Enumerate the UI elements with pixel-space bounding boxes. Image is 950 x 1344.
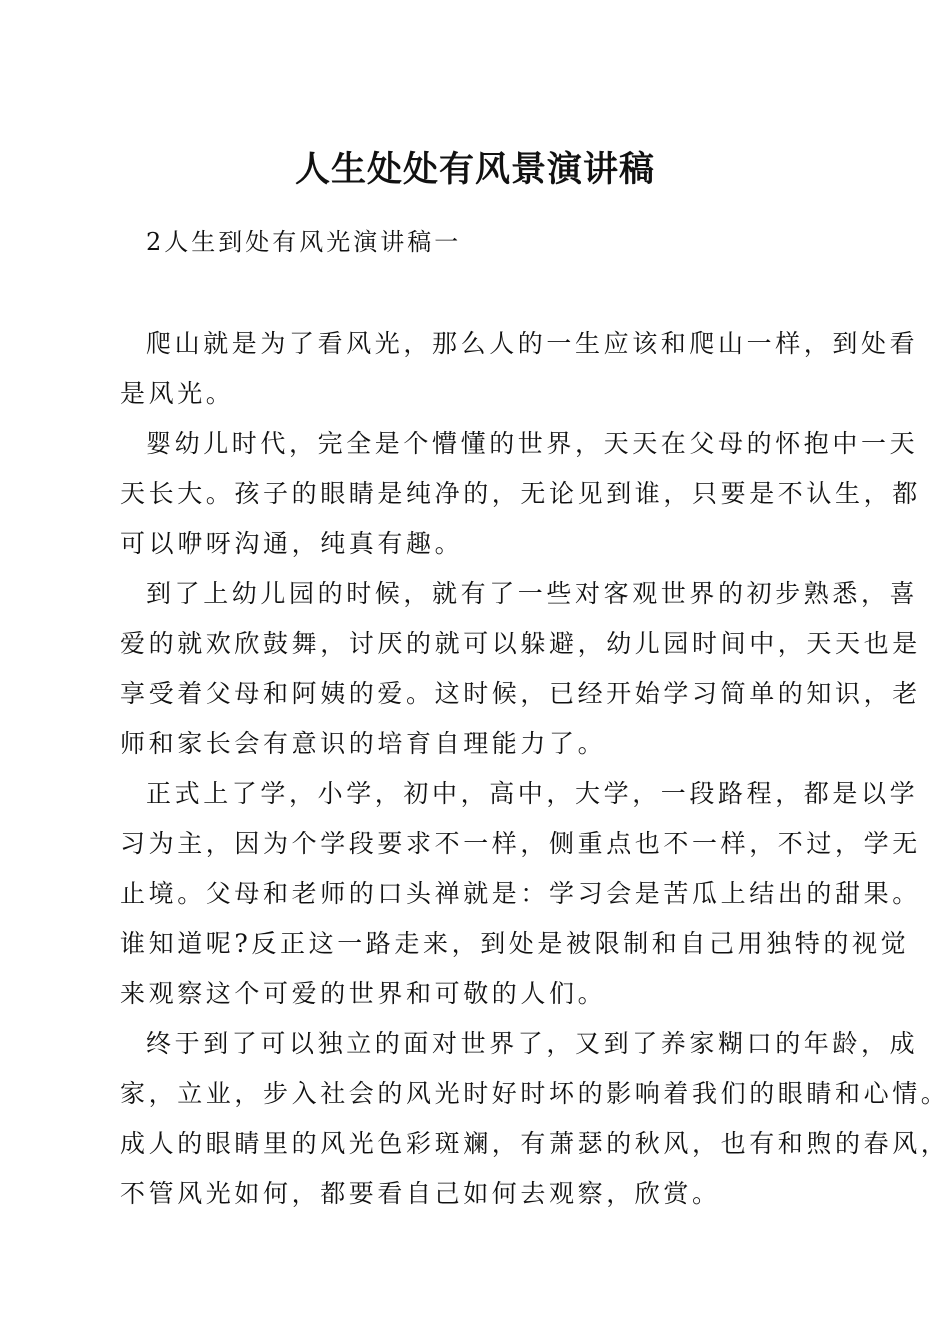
body-line: 是风光。 [120,379,235,408]
body-line: 师和家长会有意识的培育自理能力了。 [120,729,607,758]
body-line: 谁知道呢?反正这一路走来，到处是被限制和自己用独特的视觉 [120,929,910,958]
body-line: 家，立业，步入社会的风光时好时坏的影响着我们的眼睛和心情。 [120,1079,950,1108]
document-body [120,319,950,1219]
body-line: 享受着父母和阿姨的爱。这时候，已经开始学习简单的知识，老 [120,679,921,708]
body-line: 可以咿呀沟通，纯真有趣。 [120,529,464,558]
body-line: 天长大。孩子的眼睛是纯净的，无论见到谁，只要是不认生，都 [120,479,921,508]
body-line: 爬山就是为了看风光，那么人的一生应该和爬山一样，到处看 [146,329,919,358]
body-line: 终于到了可以独立的面对世界了，又到了养家糊口的年龄，成 [146,1029,919,1058]
document-subtitle: 2人生到处有风光演讲稿一 [146,228,462,256]
body-line: 不管风光如何，都要看自己如何去观察，欣赏。 [120,1179,721,1208]
body-line: 正式上了学，小学，初中，高中，大学，一段路程，都是以学 [146,779,919,808]
body-line: 到了上幼儿园的时候，就有了一些对客观世界的初步熟悉，喜 [146,579,919,608]
body-line: 来观察这个可爱的世界和可敬的人们。 [120,979,607,1008]
body-line: 婴幼儿时代，完全是个懵懂的世界，天天在父母的怀抱中一天 [146,429,919,458]
body-line: 习为主，因为个学段要求不一样，侧重点也不一样，不过，学无 [120,829,921,858]
document-title: 人生处处有风景演讲稿 [294,149,655,190]
body-line: 爱的就欢欣鼓舞，讨厌的就可以躲避，幼儿园时间中，天天也是 [120,629,921,658]
body-line: 止境。父母和老师的口头禅就是：学习会是苦瓜上结出的甜果。 [120,879,921,908]
body-line: 成人的眼睛里的风光色彩斑斓，有萧瑟的秋风，也有和煦的春风， [120,1129,950,1158]
